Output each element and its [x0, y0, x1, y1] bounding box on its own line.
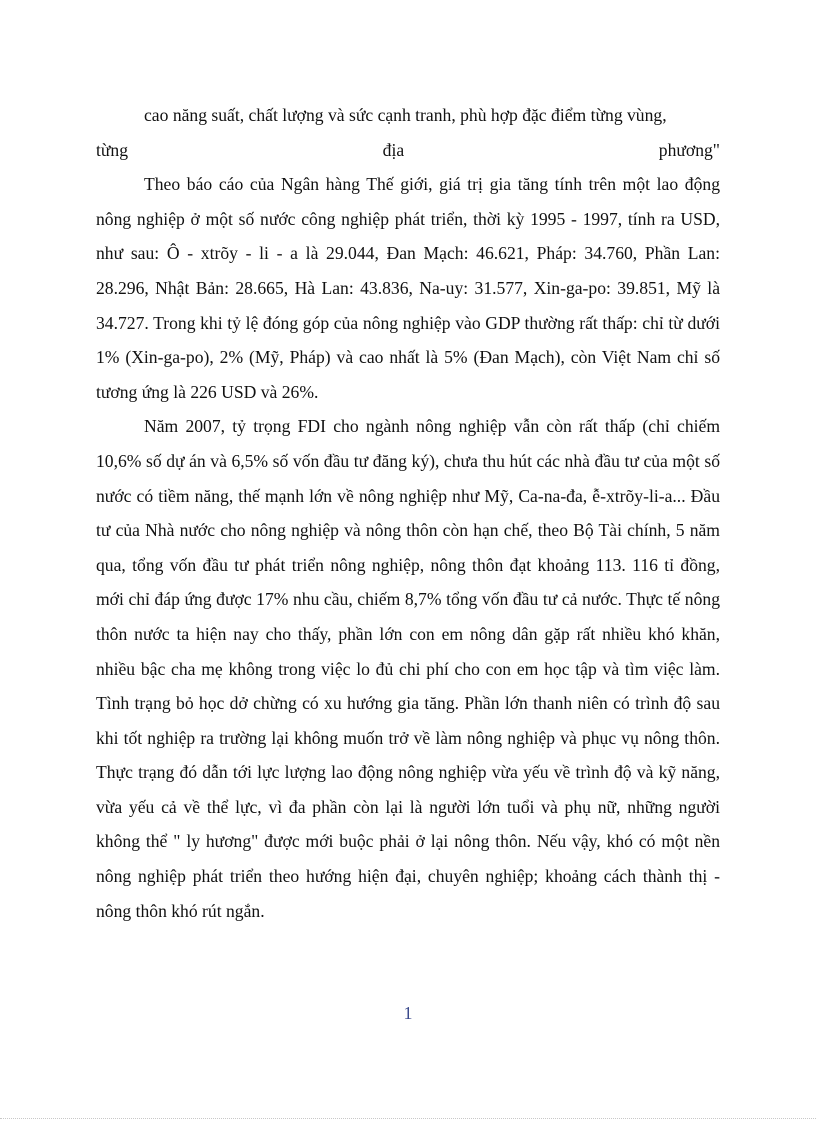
page-number: 1 — [403, 1003, 413, 1023]
page-bottom-divider — [0, 1118, 816, 1119]
word: phương" — [658, 139, 720, 160]
document-body — [96, 98, 720, 928]
justified-line — [96, 133, 720, 168]
paragraph: Theo báo cáo của Ngân hàng Thế giới, giá trị gia tăng tính trên một lao động nông nghiệp ở một số nước công nghiệp phát triển, thời kỳ 1995 - 1997, tính ra USD, như sau: Ô - xtrõy - li - a là 29.044, Đan Mạch: 46.621, Pháp: 34.760, Phần Lan: 28.296, Nhật Bản: 28.665, Hà Lan: 43.836, Na-uy: 31.577, Xin-ga-po: 39.851, Mỹ là 34.727. Trong khi tỷ lệ đóng góp của nông nghiệp vào GDP thường rất thấp: chỉ từ dưới 1% (Xin-ga-po), 2% (Mỹ, Pháp) và cao nhất là 5% (Đan Mạch), còn Việt Nam chỉ số tương ứng là 226 USD và 26%. — [96, 174, 720, 402]
word: địa — [382, 139, 405, 160]
paragraph: Năm 2007, tỷ trọng FDI cho ngành nông nghiệp vẫn còn rất thấp (chỉ chiếm 10,6% số dự án và 6,5% số vốn đầu tư đăng ký), chưa thu hút các nhà đầu tư của một số nước có tiềm năng, thế mạnh lớn về nông nghiệp như Mỹ, Ca-na-đa, ễ-xtrõy-li-a... Đầu tư của Nhà nước cho nông nghiệp và nông thôn còn hạn chế, theo Bộ Tài chính, 5 năm qua, tổng vốn đầu tư phát triển nông nghiệp, nông thôn đạt khoảng 113. 116 tỉ đồng, mới chỉ đáp ứng được 17% nhu cầu, chiếm 8,7% tổng vốn đầu tư cả nước. Thực tế nông thôn nước ta hiện nay cho thấy, phần lớn con em nông dân gặp rất nhiều khó khăn, nhiều bậc cha mẹ không trong việc lo đủ chi phí cho con em học tập và tìm việc làm. Tình trạng bỏ học dở chừng có xu hướng gia tăng. Phần lớn thanh niên có trình độ sau khi tốt nghiệp ra trường lại không muốn trở về làm nông nghiệp và phục vụ nông thôn. Thực trạng đó dẫn tới lực lượng lao động nông nghiệp vừa yếu về trình độ và kỹ năng, vừa yếu cả về thể lực, vì đa phần còn lại là người lớn tuổi và phụ nữ, những người không thể " ly hương" được mới buộc phải ở lại nông thôn. Nếu vậy, khó có một nền nông nghiệp phát triển theo hướng hiện đại, chuyên nghiệp; khoảng cách thành thị - nông thôn khó rút ngắn. — [96, 416, 720, 921]
text-line: cao năng suất, chất lượng và sức cạnh tranh, phù hợp đặc điểm từng vùng, — [144, 105, 667, 125]
word: từng — [96, 139, 129, 160]
